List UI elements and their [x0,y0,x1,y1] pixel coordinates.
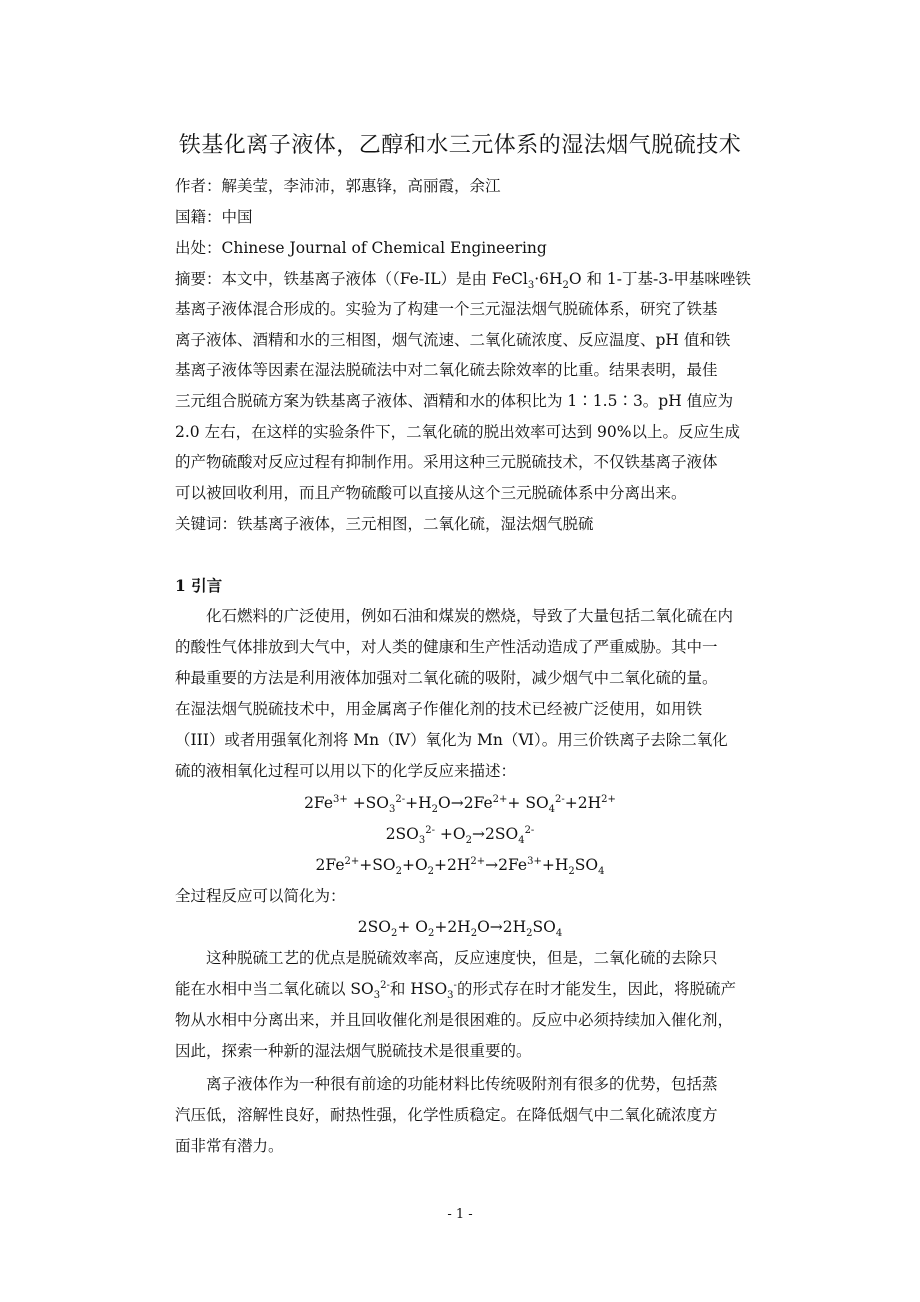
abstract-line-4: 基离子液体等因素在湿法脱硫法中对二氧化硫去除效率的比重。结果表明，最佳 [175,361,718,379]
para3-line-2: 汽压低，溶解性良好，耐热性强，化学性质稳定。在降低烟气中二氧化硫浓度方 [175,1106,718,1124]
authors-line: 作者：解美莹，李沛沛，郭惠锋，高丽霞，余江 [175,177,501,195]
equation-4: $2SO_2+ O_2+2H_2O\to 2H_2SO_4$ [357,918,563,940]
intro-line-4: 在湿法烟气脱硫技术中，用金属离子作催化剂的技术已经被广泛使用，如用铁 [175,700,703,718]
para2-line-3: 物从水相中分离出来，并且回收催化剂是很困难的。反应中必须持续加入催化剂， [175,1011,734,1029]
abstract-line-8: 可以被回收利用，而且产物硫酸可以直接从这个三元脱硫体系中分离出来。 [175,484,687,502]
para3-line-1: 离子液体作为一种很有前途的功能材料比传统吸附剂有很多的优势，包括蒸 [206,1075,718,1093]
equation-3: $2Fe^{2+}+SO_2+O_2+2H^{2+}\to 2Fe^{3+}+H_2SO_4$ [315,855,605,878]
document-title: 铁基化离子液体，乙醇和水三元体系的湿法烟气脱硫技术 [178,133,742,158]
nationality-line: 国籍：中国 [175,208,253,226]
intro-line-1: 化石燃料的广泛使用，例如石油和煤炭的燃烧，导致了大量包括二氧化硫在内 [206,607,734,625]
abstract-line-2: 基离子液体混合形成的。实验为了构建一个三元湿法烟气脱硫体系，研究了铁基 [175,300,718,318]
keywords-line: 关键词：铁基离子液体，三元相图，二氧化硫，湿法烟气脱硫 [175,515,594,533]
intro-line-3: 种最重要的方法是利用液体加强对二氧化硫的吸附，减少烟气中二氧化硫的量。 [175,669,718,687]
equation-2: $2SO_3^{2-} +O_2\to 2SO_4^{2-}$ [385,824,535,847]
abstract-line-3: 离子液体、酒精和水的三相图，烟气流速、二氧化硫浓度、反应温度、pH 值和铁 [175,331,731,349]
para3-line-3: 面非常有潜力。 [175,1137,284,1155]
para2-line-4: 因此，探索一种新的湿法烟气脱硫技术是很重要的。 [175,1042,532,1060]
intro-line-5: （III）或者用强氧化剂将 Mn（Ⅳ）氧化为 Mn（Ⅵ）。用三价铁离子去除二氧化 [175,731,728,749]
abstract-line-6: 2.0 左右，在这样的实验条件下，二氧化硫的脱出效率可达到 90%以上。反应生成 [175,423,740,441]
intro-line-6: 硫的液相氧化过程可以用以下的化学反应来描述： [175,762,517,780]
equation-1: $2Fe^{3+} +SO_3^{2-}+H_2O\to 2Fe^{2+}+ SO_4^{2-}+2H^{2+}$ [304,793,616,816]
para2-line-2: 能在水相中当二氧化硫以 $SO_3^{2-}$和 $HSO_3^-$的形式存在时才能发生，因此，将脱硫产 [175,979,736,1002]
source-line: 出处：Chinese Journal of Chemical Engineering [175,239,547,257]
section-heading: 1 引言 [175,576,223,595]
abstract-line-7: 的产物硫酸对反应过程有抑制作用。采用这种三元脱硫技术，不仅铁基离子液体 [175,453,718,471]
page-number: - 1 - [447,1207,473,1222]
intro-line-2: 的酸性气体排放到大气中，对人类的健康和生产性活动造成了严重威胁。其中一 [175,638,718,656]
abstract-line-5: 三元组合脱硫方案为铁基离子液体、酒精和水的体积比为 1∶1.5∶3。pH 值应为 [175,392,734,410]
para2-line-1: 这种脱硫工艺的优点是脱硫效率高，反应速度快，但是，二氧化硫的去除只 [206,949,718,967]
simplify-line: 全过程反应可以简化为： [175,887,346,905]
abstract-line-1: 摘要：本文中，铁基离子液体（（Fe-IL）是由 $FeCl_3\cdot 6H_2O$ 和 1-丁基-3-甲基咪唑铁 [175,270,751,292]
